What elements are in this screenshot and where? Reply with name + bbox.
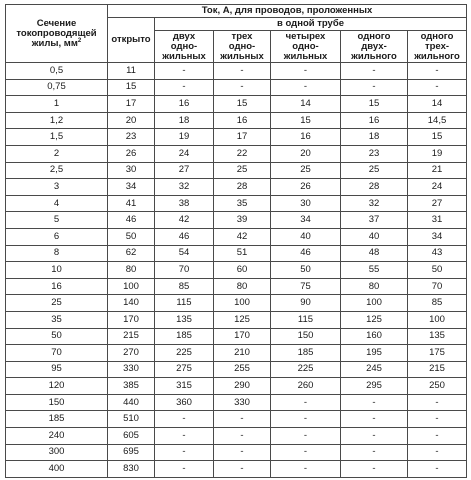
table-row: [6, 96, 467, 113]
open-current-cell: 62: [108, 245, 155, 262]
pipe-current-cell: -: [408, 461, 467, 478]
open-current-cell: 695: [108, 444, 155, 461]
pipe-current-cell: -: [408, 79, 467, 96]
open-current-cell: 100: [108, 278, 155, 295]
pipe-current-cell: 80: [341, 278, 408, 295]
table-row: [6, 179, 467, 196]
pipe-current-cell: 210: [214, 345, 271, 362]
table-body: [6, 63, 467, 478]
pipe-current-cell: -: [214, 79, 271, 96]
pipe-current-cell: 46: [155, 228, 214, 245]
pipe-current-cell: 260: [271, 378, 341, 395]
section-cell: 5: [6, 212, 108, 229]
table-row: [6, 428, 467, 445]
pipe-subheader-0: [155, 31, 214, 63]
pipe-current-cell: 16: [271, 129, 341, 146]
pipe-current-cell: 27: [408, 195, 467, 212]
table-row: [6, 461, 467, 478]
pipe-current-cell: 15: [271, 112, 341, 129]
pipe-current-cell: -: [271, 444, 341, 461]
pipe-current-cell: -: [341, 411, 408, 428]
pipe-current-cell: 46: [271, 245, 341, 262]
pipe-current-cell: 16: [214, 112, 271, 129]
pipe-current-cell: 42: [155, 212, 214, 229]
table-row: [6, 328, 467, 345]
section-header: [6, 5, 108, 63]
pipe-current-cell: -: [408, 63, 467, 80]
pipe-current-cell: -: [408, 444, 467, 461]
pipe-current-cell: -: [214, 428, 271, 445]
pipe-current-cell: 330: [214, 394, 271, 411]
section-cell: 1,2: [6, 112, 108, 129]
pipe-subheader-line: жильного: [351, 50, 397, 62]
pipe-current-cell: 25: [271, 162, 341, 179]
pipe-current-cell: -: [155, 79, 214, 96]
pipe-current-cell: 24: [408, 179, 467, 196]
pipe-current-cell: 40: [341, 228, 408, 245]
pipe-subheader-line: жильных: [283, 50, 328, 62]
pipe-current-cell: -: [271, 428, 341, 445]
open-current-cell: 26: [108, 145, 155, 162]
open-current-cell: 170: [108, 311, 155, 328]
table-row: [6, 212, 467, 229]
section-cell: 150: [6, 394, 108, 411]
section-header-sup: 2: [77, 37, 82, 44]
pipe-current-cell: -: [271, 411, 341, 428]
pipe-current-cell: 15: [341, 96, 408, 113]
pipe-current-cell: 90: [271, 295, 341, 312]
pipe-current-cell: 85: [155, 278, 214, 295]
pipe-current-cell: 100: [214, 295, 271, 312]
open-current-cell: 140: [108, 295, 155, 312]
pipe-current-cell: -: [271, 63, 341, 80]
pipe-subheader-line: жильного: [414, 50, 460, 62]
open-current-cell: 510: [108, 411, 155, 428]
pipe-current-cell: 70: [155, 262, 214, 279]
section-cell: 400: [6, 461, 108, 478]
open-current-cell: 80: [108, 262, 155, 279]
pipe-current-cell: 19: [408, 145, 467, 162]
pipe-current-cell: 250: [408, 378, 467, 395]
pipe-subheader-line: одно-: [228, 40, 256, 52]
pipe-current-cell: 21: [408, 162, 467, 179]
table-row: [6, 378, 467, 395]
table-row: [6, 162, 467, 179]
open-current-cell: 605: [108, 428, 155, 445]
pipe-current-cell: -: [341, 79, 408, 96]
pipe-current-cell: 27: [155, 162, 214, 179]
open-current-cell: 11: [108, 63, 155, 80]
table-row: [6, 195, 467, 212]
table-row: [6, 278, 467, 295]
open-header: открыто: [108, 18, 155, 63]
section-cell: 120: [6, 378, 108, 395]
pipe-current-cell: 17: [214, 129, 271, 146]
pipe-current-cell: 85: [408, 295, 467, 312]
pipe-current-cell: 185: [155, 328, 214, 345]
pipe-current-cell: 51: [214, 245, 271, 262]
pipe-current-cell: 28: [341, 179, 408, 196]
open-current-cell: 440: [108, 394, 155, 411]
pipe-current-cell: 39: [214, 212, 271, 229]
pipe-current-cell: -: [271, 461, 341, 478]
table-row: [6, 79, 467, 96]
pipe-current-cell: 25: [341, 162, 408, 179]
pipe-current-cell: 50: [408, 262, 467, 279]
pipe-current-cell: 55: [341, 262, 408, 279]
pipe-current-cell: -: [341, 394, 408, 411]
pipe-subheader-1: [214, 31, 271, 63]
pipe-subheader-line: жильных: [162, 50, 206, 62]
pipe-current-cell: 26: [271, 179, 341, 196]
pipe-current-cell: 125: [214, 311, 271, 328]
pipe-current-cell: 23: [341, 145, 408, 162]
pipe-current-cell: 35: [214, 195, 271, 212]
pipe-current-cell: -: [341, 428, 408, 445]
pipe-current-cell: 255: [214, 361, 271, 378]
section-cell: 70: [6, 345, 108, 362]
pipe-subheader-line: одно-: [292, 40, 319, 52]
pipe-current-cell: 360: [155, 394, 214, 411]
pipe-current-cell: 48: [341, 245, 408, 262]
current-title-header: Ток, А, для проводов, проложенных: [108, 5, 467, 18]
table-row: [6, 295, 467, 312]
table-row: [6, 228, 467, 245]
table-row: [6, 311, 467, 328]
pipe-current-cell: -: [155, 461, 214, 478]
open-current-cell: 17: [108, 96, 155, 113]
section-cell: 25: [6, 295, 108, 312]
section-cell: 1,5: [6, 129, 108, 146]
pipe-current-cell: 100: [408, 311, 467, 328]
section-cell: 1: [6, 96, 108, 113]
pipe-current-cell: -: [155, 411, 214, 428]
pipe-current-cell: 16: [341, 112, 408, 129]
open-current-cell: 46: [108, 212, 155, 229]
open-current-cell: 41: [108, 195, 155, 212]
pipe-current-cell: 185: [271, 345, 341, 362]
pipe-current-cell: 135: [155, 311, 214, 328]
pipe-current-cell: 115: [155, 295, 214, 312]
section-header-line2: токопроводящей: [16, 27, 97, 39]
pipe-current-cell: -: [408, 428, 467, 445]
pipe-current-cell: 75: [271, 278, 341, 295]
section-cell: 240: [6, 428, 108, 445]
section-cell: 10: [6, 262, 108, 279]
pipe-subheader-line: двух-: [361, 40, 387, 52]
section-header-line3: жилы, мм: [31, 37, 78, 49]
pipe-current-cell: -: [214, 461, 271, 478]
pipe-current-cell: 40: [271, 228, 341, 245]
section-cell: 300: [6, 444, 108, 461]
section-cell: 4: [6, 195, 108, 212]
pipe-subheader-line: трех-: [424, 40, 450, 52]
table-row: [6, 145, 467, 162]
pipe-current-cell: 115: [271, 311, 341, 328]
pipe-subheader-4: [408, 31, 467, 63]
open-current-cell: 30: [108, 162, 155, 179]
pipe-current-cell: 50: [271, 262, 341, 279]
open-current-cell: 34: [108, 179, 155, 196]
pipe-current-cell: 30: [271, 195, 341, 212]
pipe-current-cell: 15: [408, 129, 467, 146]
pipe-current-cell: 31: [408, 212, 467, 229]
open-current-cell: 23: [108, 129, 155, 146]
pipe-current-cell: -: [155, 63, 214, 80]
pipe-current-cell: -: [155, 428, 214, 445]
pipe-current-cell: 175: [408, 345, 467, 362]
table-row: [6, 245, 467, 262]
open-current-cell: 330: [108, 361, 155, 378]
pipe-current-cell: -: [408, 411, 467, 428]
table-row: [6, 262, 467, 279]
pipe-current-cell: 245: [341, 361, 408, 378]
open-current-cell: 15: [108, 79, 155, 96]
pipe-subheader-line: одного: [420, 30, 454, 42]
pipe-current-cell: -: [341, 444, 408, 461]
pipe-current-cell: 14: [271, 96, 341, 113]
pipe-subheader-line: одного: [357, 30, 391, 42]
section-cell: 16: [6, 278, 108, 295]
pipe-current-cell: -: [214, 444, 271, 461]
table-row: [6, 129, 467, 146]
pipe-current-cell: 80: [214, 278, 271, 295]
pipe-current-cell: 225: [271, 361, 341, 378]
pipe-current-cell: 32: [341, 195, 408, 212]
table-row: [6, 411, 467, 428]
pipe-current-cell: -: [214, 63, 271, 80]
pipe-current-cell: 42: [214, 228, 271, 245]
pipe-current-cell: 100: [341, 295, 408, 312]
pipe-current-cell: 25: [214, 162, 271, 179]
pipe-current-cell: 43: [408, 245, 467, 262]
pipe-current-cell: 195: [341, 345, 408, 362]
pipe-current-cell: 70: [408, 278, 467, 295]
pipe-current-cell: 28: [214, 179, 271, 196]
pipe-current-cell: 295: [341, 378, 408, 395]
pipe-current-cell: 170: [214, 328, 271, 345]
pipe-current-cell: 15: [214, 96, 271, 113]
open-current-cell: 50: [108, 228, 155, 245]
pipe-subheader-line: двух: [172, 30, 196, 42]
pipe-subheader-line: трех: [231, 30, 253, 42]
pipe-subheader-line: жильных: [220, 50, 264, 62]
pipe-current-cell: -: [271, 394, 341, 411]
section-cell: 8: [6, 245, 108, 262]
open-current-cell: 385: [108, 378, 155, 395]
pipe-subheader-2: [271, 31, 341, 63]
pipe-current-cell: 16: [155, 96, 214, 113]
open-current-cell: 830: [108, 461, 155, 478]
pipe-current-cell: 150: [271, 328, 341, 345]
pipe-current-cell: 14,5: [408, 112, 467, 129]
current-capacity-table: [5, 4, 467, 478]
pipe-current-cell: 215: [408, 361, 467, 378]
pipe-current-cell: 290: [214, 378, 271, 395]
section-cell: 95: [6, 361, 108, 378]
section-cell: 35: [6, 311, 108, 328]
pipe-current-cell: 38: [155, 195, 214, 212]
table-row: [6, 63, 467, 80]
table-row: [6, 444, 467, 461]
pipe-current-cell: 18: [155, 112, 214, 129]
pipe-current-cell: 37: [341, 212, 408, 229]
pipe-current-cell: 24: [155, 145, 214, 162]
section-header-line3-wrap: [6, 39, 107, 49]
pipe-current-cell: -: [341, 63, 408, 80]
in-pipe-header: в одной трубе: [155, 18, 467, 31]
section-cell: 50: [6, 328, 108, 345]
pipe-current-cell: 125: [341, 311, 408, 328]
pipe-current-cell: 32: [155, 179, 214, 196]
section-cell: 2,5: [6, 162, 108, 179]
pipe-current-cell: 20: [271, 145, 341, 162]
section-cell: 2: [6, 145, 108, 162]
pipe-current-cell: -: [341, 461, 408, 478]
open-current-cell: 270: [108, 345, 155, 362]
pipe-current-cell: 225: [155, 345, 214, 362]
pipe-subheader-3: [341, 31, 408, 63]
pipe-current-cell: 22: [214, 145, 271, 162]
section-cell: 6: [6, 228, 108, 245]
pipe-current-cell: 18: [341, 129, 408, 146]
table-row: [6, 112, 467, 129]
pipe-current-cell: 34: [271, 212, 341, 229]
pipe-current-cell: 14: [408, 96, 467, 113]
pipe-current-cell: -: [408, 394, 467, 411]
section-header-line1: Сечение: [36, 17, 77, 29]
pipe-current-cell: -: [155, 444, 214, 461]
pipe-current-cell: 34: [408, 228, 467, 245]
section-cell: 3: [6, 179, 108, 196]
section-cell: 0,75: [6, 79, 108, 96]
pipe-subheader-line: одно-: [170, 40, 198, 52]
open-current-cell: 215: [108, 328, 155, 345]
pipe-current-cell: -: [214, 411, 271, 428]
pipe-current-cell: 54: [155, 245, 214, 262]
pipe-subheader-line: четырех: [285, 30, 326, 42]
table-row: [6, 345, 467, 362]
pipe-current-cell: -: [271, 79, 341, 96]
section-cell: 185: [6, 411, 108, 428]
open-current-cell: 20: [108, 112, 155, 129]
section-cell: 0,5: [6, 63, 108, 80]
pipe-current-cell: 19: [155, 129, 214, 146]
pipe-current-cell: 315: [155, 378, 214, 395]
pipe-current-cell: 60: [214, 262, 271, 279]
table-row: [6, 361, 467, 378]
table-row: [6, 394, 467, 411]
pipe-current-cell: 160: [341, 328, 408, 345]
pipe-current-cell: 135: [408, 328, 467, 345]
pipe-current-cell: 275: [155, 361, 214, 378]
